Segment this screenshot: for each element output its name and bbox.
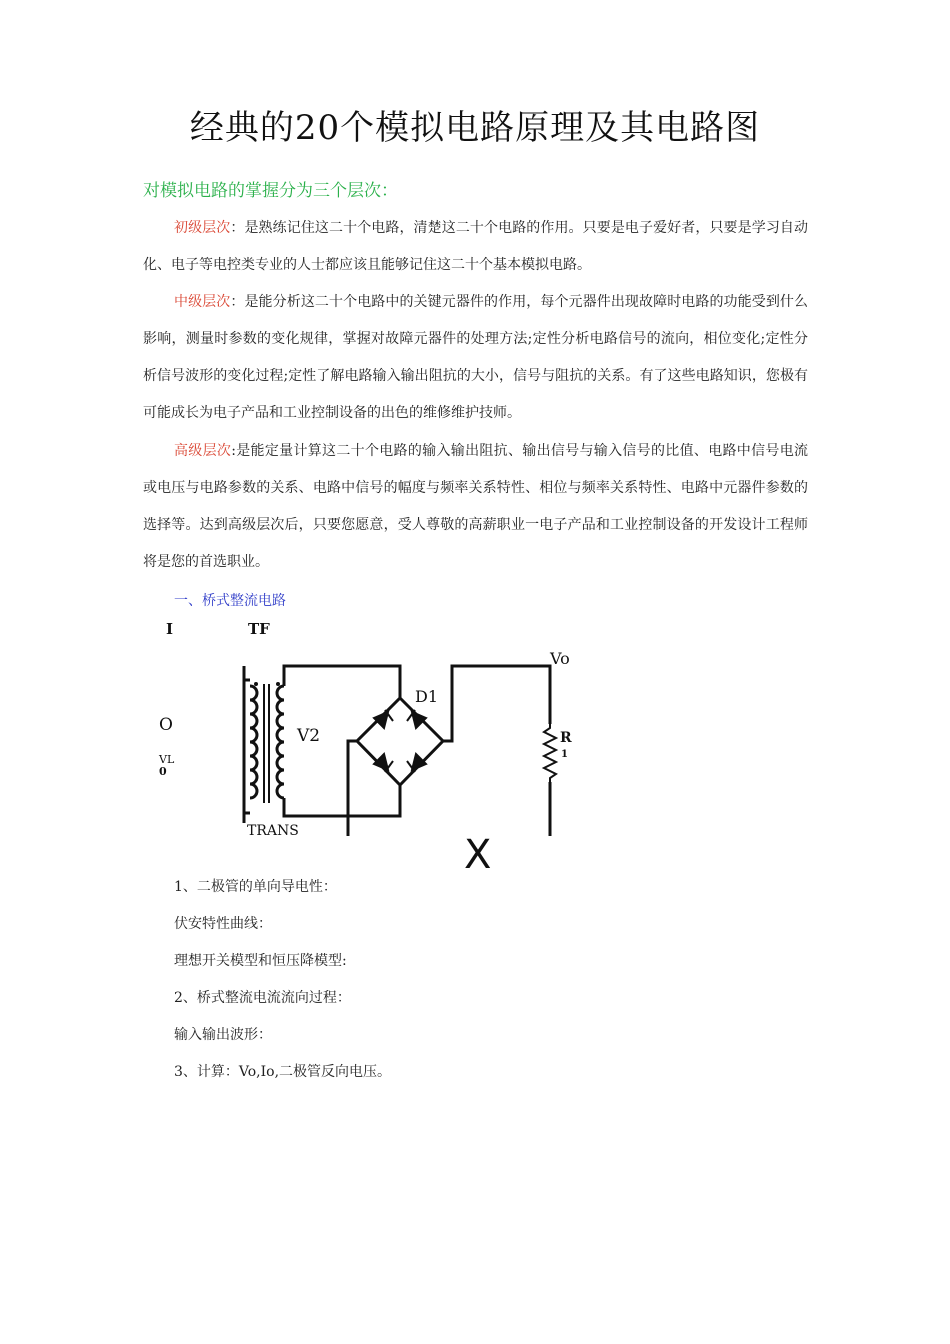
label-vl: VL [159,753,175,766]
list-item: 3、计算：Vo,Io,二极管反向电压。 [174,1064,392,1080]
label-vo: Vo [550,649,570,668]
level-label: 中级层次 [174,294,231,310]
list-item: 1、二极管的单向导电性： [174,879,337,895]
paragraph-level-1 [143,210,808,284]
list-item: 2、桥式整流电流流向过程： [174,990,351,1006]
list-item: 理想开关模型和恒压降模型: [174,953,347,969]
label-o: O [159,715,173,735]
label-r: R [560,730,572,746]
label-r-sub: 1 [561,749,568,760]
level-text: ：是熟练记住这二十个电路，清楚这二十个电路的作用。只要是电子爱好者，只要是学习自动化、电子等电控类专业的人士都应该且能够记住这二十个基本模拟电路。 [143,220,809,273]
label-trans: TRANS [247,823,299,839]
label-tf: TF [248,620,270,638]
section-heading: 一、桥式整流电路 [174,593,286,609]
bridge-rectifier-diagram [150,618,590,878]
label-v2: V2 [297,726,321,746]
big-x-mark: X [464,832,492,878]
list-item: 输入输出波形： [174,1027,272,1043]
label-0: 0 [159,765,167,778]
page-title: 经典的20个模拟电路原理及其电路图 [189,108,761,148]
section-subtitle: 对模拟电路的掌握分为三个层次： [143,181,398,201]
level-label: 高级层次 [174,443,232,459]
list-item: 伏安特性曲线： [174,916,272,932]
level-text: :是能定量计算这二十个电路的输入输出阻抗、输出信号与输入信号的比值、电路中信号电流或电压与电路参数的关系、电路中信号的幅度与频率关系特性、相位与频率关系特性、电路中元器件参数的选择等。达到高级层次后，只要您愿意，受人尊敬的高薪职业一电子产品和工业控制设备的开发设计工程师将是您的首选职业。 [143,443,809,570]
level-text: ：是能分析这二十个电路中的关键元器件的作用，每个元器件出现故障时电路的功能受到什么影响，测量时参数的变化规律，掌握对故障元器件的处理方法;定性分析电路信号的流向，相位变化;定性分析信号波形的变化过程;定性了解电路输入输出阻抗的大小，信号与阻抗的关系。有了这些电路知识，您极有可能成长为电子产品和工业控制设备的出色的维修维护技师。 [143,294,809,421]
paragraph-level-2 [143,284,808,432]
paragraph-level-3 [143,433,808,581]
label-i: I [166,620,174,638]
level-label: 初级层次 [174,220,231,236]
label-d1: D1 [415,687,439,706]
